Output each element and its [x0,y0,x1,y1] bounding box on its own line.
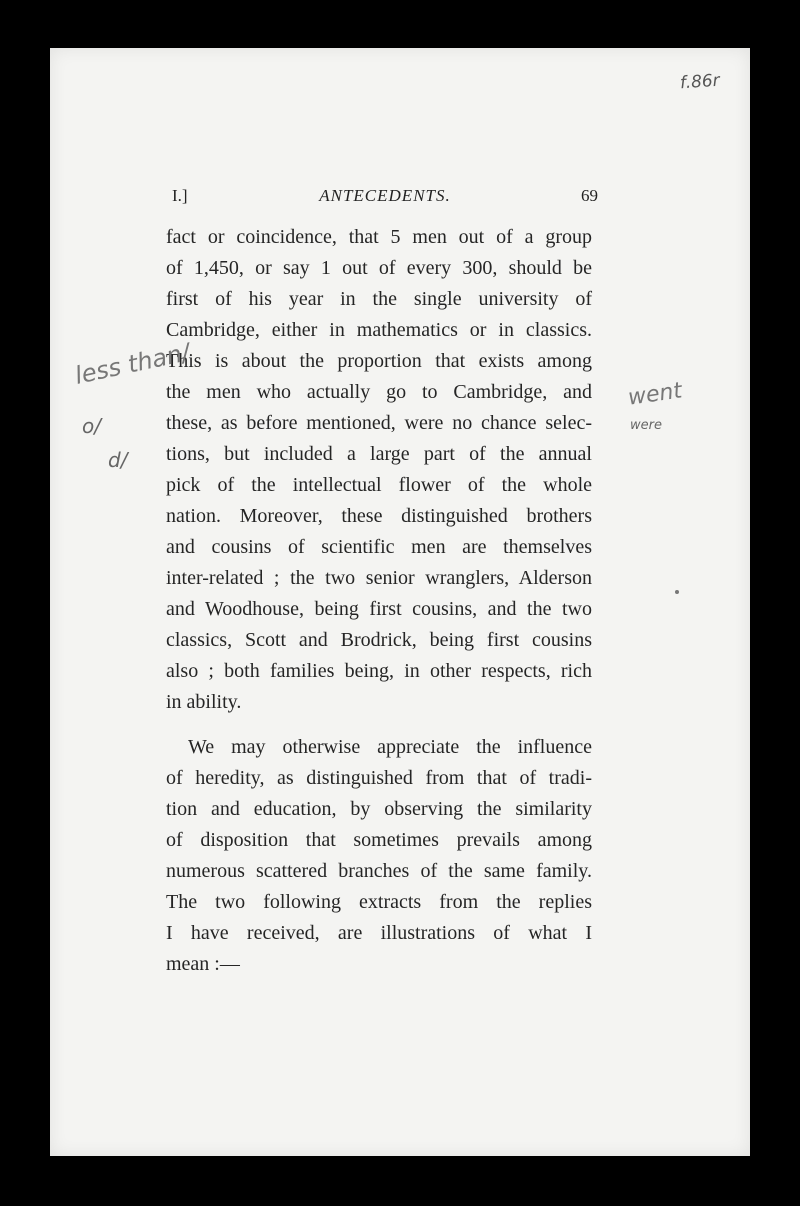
folio-mark: f.86r [679,70,721,94]
text-line: We may otherwise appreciate the influence [188,736,592,758]
text-line: of heredity, as distinguished from that of tradi- [166,767,592,789]
text-line: Cambridge, either in mathematics or in classics. [166,319,592,341]
text-line: also ; both families being, in other respects, rich [166,660,592,682]
margin-note-o: o/ [82,414,101,438]
text-line: these, as before mentioned, were no chance selec- [166,412,592,434]
chapter-mark: I.] [172,186,188,205]
text-line: the men who actually go to Cambridge, and [166,381,592,403]
text-line: The two following extracts from the replies [166,891,592,913]
running-head [172,186,598,210]
text-line: and cousins of scientific men are themselves [166,536,592,558]
text-line: I have received, are illustrations of what I [166,922,592,944]
page-number: 69 [581,186,598,205]
text-line: of 1,450, or say 1 out of every 300, should be [166,257,592,279]
text-line: inter-related ; the two senior wranglers, Alderson [166,567,592,589]
text-line: in ability. [166,691,242,713]
text-line: and Woodhouse, being first cousins, and the two [166,598,592,620]
margin-speck [675,590,679,594]
text-line: nation. Moreover, these distinguished brothers [166,505,592,527]
text-line: This is about the proportion that exists among [166,350,592,372]
text-line: pick of the intellectual flower of the whole [166,474,592,496]
text-line: numerous scattered branches of the same family. [166,860,592,882]
text-line: mean :— [166,953,240,975]
text-line: tion and education, by observing the similarity [166,798,592,820]
margin-note-were: were [630,418,662,433]
text-line: first of his year in the single university of [166,288,592,310]
margin-note-d: d/ [108,448,128,472]
text-line: of disposition that sometimes prevails among [166,829,592,851]
text-line: classics, Scott and Brodrick, being first cousins [166,629,592,651]
text-line: tions, but included a large part of the annual [166,443,592,465]
text-line: fact or coincidence, that 5 men out of a group [166,226,592,248]
running-title: ANTECEDENTS. [319,186,451,205]
body-text [166,222,592,980]
margin-note-less-than: less than/ [72,338,193,390]
margin-note-went: went [626,378,684,411]
